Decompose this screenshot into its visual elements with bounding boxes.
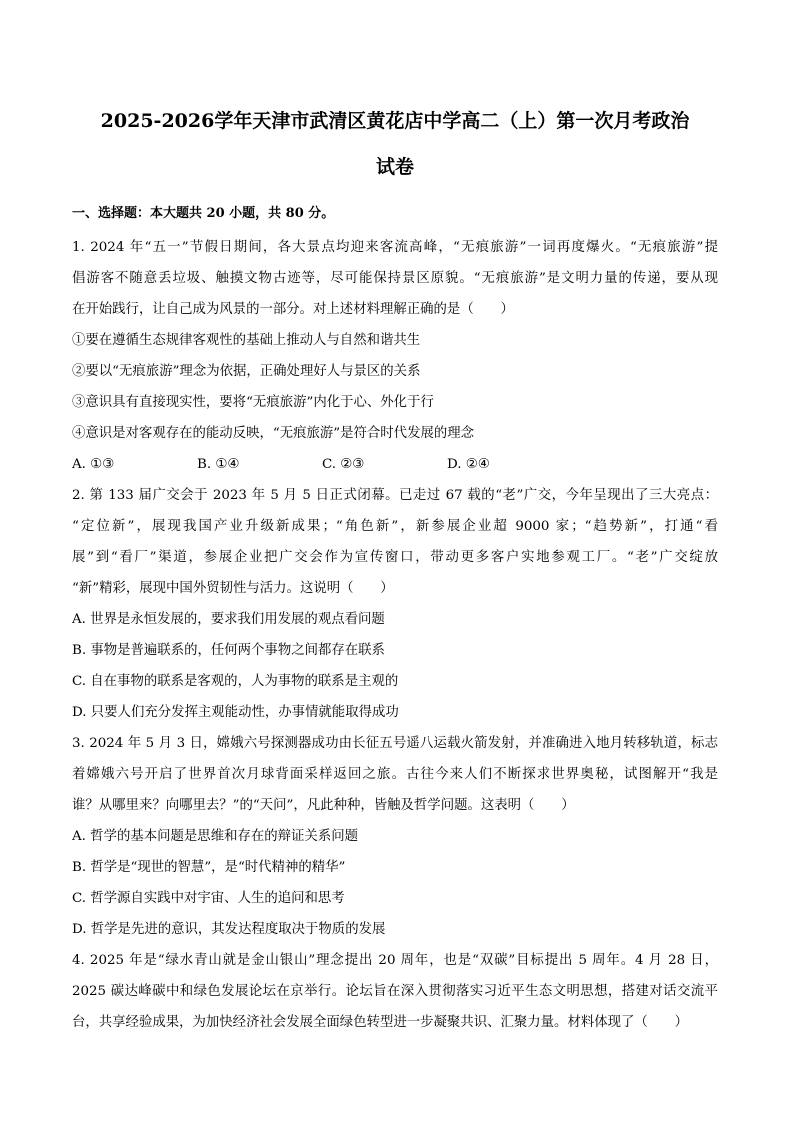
section-heading: 一、选择题：本大题共 20 小题，共 80 分。 — [72, 206, 335, 221]
question-1-statement: ③意识具有直接现实性，要将“无痕旅游”内化于心、外化于行 — [72, 395, 434, 410]
question-4-stem-line: 2025 碳达峰碳中和绿色发展论坛在京举行。论坛旨在深入贯彻落实习近平生态文明思想，搭建对话交流平 — [72, 984, 718, 999]
question-1-statement: ④意识是对客观存在的能动反映，“无痕旅游”是符合时代发展的理念 — [72, 426, 475, 441]
question-3-stem-line: 谁？从哪里来？向哪里去？”的“天问”，凡此种种，皆触及哲学问题。这表明（ ） — [72, 798, 575, 813]
exam-title-line-2: 试卷 — [375, 156, 414, 178]
question-1-options — [72, 449, 718, 480]
question-1-stem-line: 在开始践行，让自己成为风景的一部分。对上述材料理解正确的是（ ） — [72, 302, 514, 317]
question-3-stem-line: 3. 2024 年 5 月 3 日，嫦娥六号探测器成功由长征五号遥八运载火箭发射，并准确进入地月转移轨道，标志 — [72, 736, 718, 751]
question-2-option-d[interactable]: D. 只要人们充分发挥主观能动性，办事情就能取得成功 — [72, 705, 399, 720]
question-1-statement: ②要以“无痕旅游”理念为依据，正确处理好人与景区的关系 — [72, 364, 421, 379]
question-2-stem-line: 2. 第 133 届广交会于 2023 年 5 月 5 日正式闭幕。已走过 67 载的“老”广交，今年呈现出了三大亮点： — [72, 488, 718, 503]
question-1 — [72, 232, 718, 480]
question-4 — [72, 945, 718, 1038]
question-1-stem-line: 1. 2024 年“五一”节假日期间，各大景点均迎来客流高峰，“无痕旅游”一词再度爆火。“无痕旅游”提 — [72, 240, 718, 255]
question-1-stem-line: 倡游客不随意丢垃圾、触摸文物古迹等，尽可能保持景区原貌。“无痕旅游”是文明力量的传递，要从现 — [72, 271, 718, 286]
question-3-option-b[interactable]: B. 哲学是“现世的智慧”，是“时代精神的精华” — [72, 860, 346, 875]
question-1-option-b[interactable]: B. ①④ — [197, 457, 240, 472]
question-1-statement: ①要在遵循生态规律客观性的基础上推动人与自然和谐共生 — [72, 333, 421, 348]
question-3 — [72, 728, 718, 945]
question-2-stem-line: “定位新”，展现我国产业升级新成果；“角色新”，新参展企业超 9000 家；“趋势新”，打通“看 — [72, 519, 718, 534]
question-2-option-b[interactable]: B. 事物是普遍联系的，任何两个事物之间都存在联系 — [72, 643, 385, 658]
question-1-option-d[interactable]: D. ②④ — [447, 457, 490, 472]
question-1-option-c[interactable]: C. ②③ — [322, 457, 365, 472]
question-2-option-a[interactable]: A. 世界是永恒发展的，要求我们用发展的观点看问题 — [72, 612, 385, 627]
question-1-option-a[interactable]: A. ①③ — [72, 457, 115, 472]
question-4-stem-line: 4. 2025 年是“绿水青山就是金山银山”理念提出 20 周年，也是“双碳”目标提出 5 周年。4 月 28 日， — [72, 953, 718, 968]
exam-title-line-1: 2025-2026学年天津市武清区黄花店中学高二（上）第一次月考政治 — [100, 110, 690, 132]
question-2-option-c[interactable]: C. 自在事物的联系是客观的，人为事物的联系是主观的 — [72, 674, 399, 689]
question-3-stem-line: 着嫦娥六号开启了世界首次月球背面采样返回之旅。古往今来人们不断探求世界奥秘，试图解开“我是 — [72, 767, 718, 782]
question-3-option-c[interactable]: C. 哲学源自实践中对宇宙、人生的追问和思考 — [72, 891, 345, 906]
question-3-option-d[interactable]: D. 哲学是先进的意识，其发达程度取决于物质的发展 — [72, 922, 386, 937]
question-2-stem-line: “新”精彩，展现中国外贸韧性与活力。这说明（ ） — [72, 581, 394, 596]
question-2-stem-line: 展”到“看厂”渠道，参展企业把广交会作为宣传窗口，带动更多客户实地参观工厂。“老”广交绽放 — [72, 550, 718, 565]
question-2 — [72, 480, 718, 728]
question-3-option-a[interactable]: A. 哲学的基本问题是思维和存在的辩证关系问题 — [72, 829, 358, 844]
question-4-stem-line: 台，共享经验成果，为加快经济社会发展全面绿色转型进一步凝聚共识、汇聚力量。材料体现了（ ） — [72, 1015, 688, 1030]
